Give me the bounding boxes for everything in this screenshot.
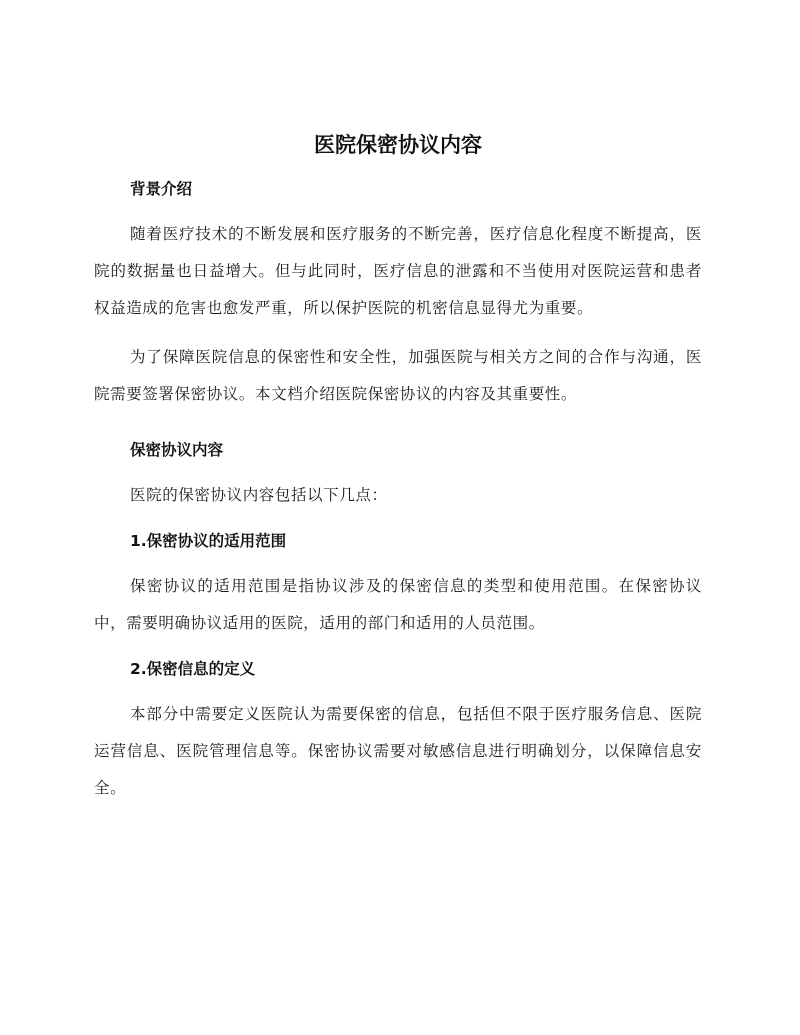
- section-heading-scope: 1.保密协议的适用范围: [130, 532, 287, 550]
- spacer: [94, 556, 702, 568]
- section-heading-definition: 2.保密信息的定义: [130, 660, 256, 678]
- section-heading-agreement-content: 保密协议内容: [130, 441, 224, 459]
- spacer: [94, 514, 702, 526]
- section-heading-background: 背景介绍: [130, 180, 193, 198]
- document-title: 医院保密协议内容: [314, 133, 482, 157]
- paragraph-scope: 保密协议的适用范围是指协议涉及的保密信息的类型和使用范围。在保密协议中，需要明确协议适用的医院，适用的部门和适用的人员范围。: [94, 577, 702, 632]
- spacer: [94, 684, 702, 696]
- paragraph-background-2: 为了保障医院信息的保密性和安全性，加强医院与相关方之间的合作与沟通，医院需要签署保密协议。本文档介绍医院保密协议的内容及其重要性。: [94, 348, 702, 403]
- spacer: [94, 465, 702, 477]
- spacer: [94, 204, 702, 216]
- spacer: [94, 642, 702, 654]
- document-page: [94, 128, 702, 807]
- paragraph-agreement-intro: 医院的保密协议内容包括以下几点：: [130, 486, 388, 504]
- paragraph-background-1: 随着医疗技术的不断发展和医疗服务的不断完善，医疗信息化程度不断提高，医院的数据量也日益增大。但与此同时，医疗信息的泄露和不当使用对医院运营和患者权益造成的危害也愈发严重，所以保护医院的机密信息显得尤为重要。: [94, 225, 702, 317]
- spacer: [94, 413, 702, 435]
- spacer: [94, 327, 702, 339]
- paragraph-definition: 本部分中需要定义医院认为需要保密的信息，包括但不限于医疗服务信息、医院运营信息、医院管理信息等。保密协议需要对敏感信息进行明确划分，以保障信息安全。: [94, 705, 702, 797]
